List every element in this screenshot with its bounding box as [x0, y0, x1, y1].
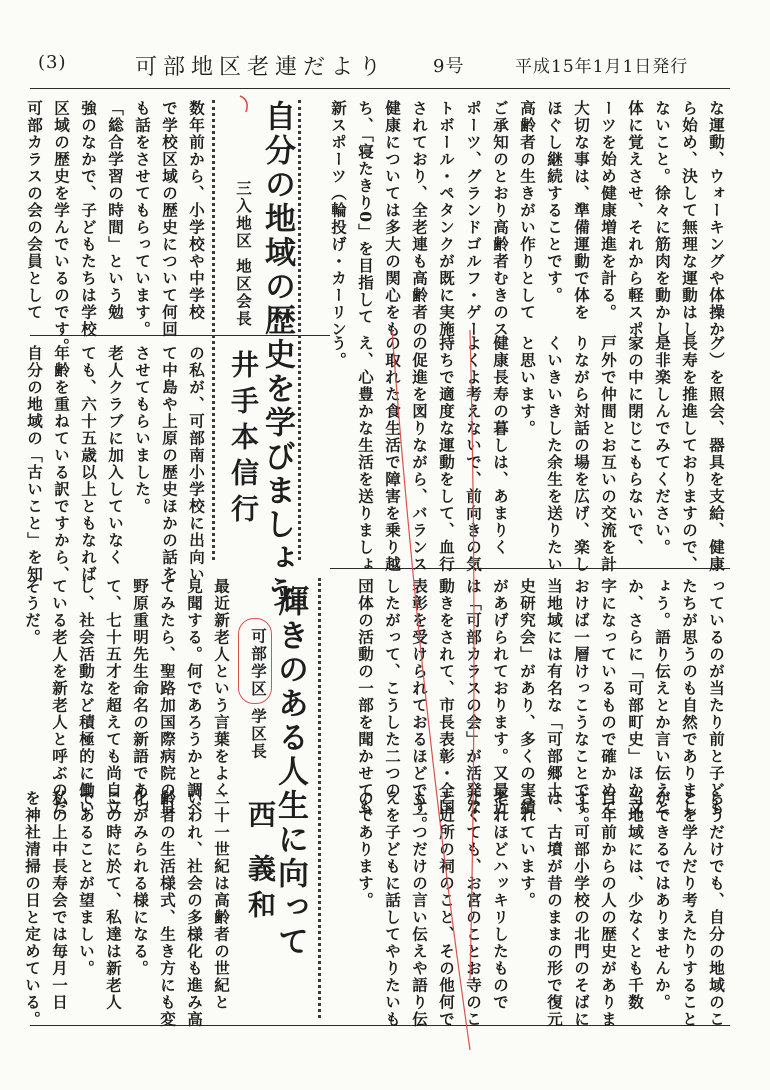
- red-circle-annotation: [238, 618, 272, 704]
- text-column: くいきいきした余生を送りたい: [545, 335, 564, 573]
- text-column: 当地域には有名な「可部郷土: [545, 578, 564, 799]
- text-column: っているのが当たり前と子ども: [707, 578, 726, 816]
- text-column: を神社清掃の日と定めている。: [23, 790, 42, 1028]
- text-column: であることが望ましい。: [77, 790, 96, 977]
- text-column: 「総合学習の時間」という勉: [106, 100, 125, 321]
- text-column: おけば一層けっこうなことです。: [572, 578, 591, 833]
- text-column: 家の中に閉じこもらないで、: [626, 335, 645, 556]
- text-column: 表彰を受けられておるほどです。: [410, 578, 429, 833]
- text-column: てみたら、聖路加国際病院の日: [158, 578, 177, 816]
- text-column: 区域の歴史を学んでいるのです。: [52, 100, 71, 355]
- text-column: ポーツ、グランドゴルフ・ゲー: [464, 100, 483, 338]
- text-column: 見聞する。何であろうかと調べ: [185, 578, 204, 816]
- red-mark-line: [240, 96, 247, 112]
- text-column: と近所の祠のこと、その他何で: [437, 790, 456, 1028]
- text-column: う。: [329, 335, 348, 369]
- text-column: 野原重明先生命名の新語であっ: [131, 578, 150, 816]
- text-column: 体に覚えさせ、それから軽スポ: [626, 100, 645, 338]
- text-column: 老人クラブに加入していなく: [106, 345, 125, 566]
- text-column: の促進を図りながら、バランス: [410, 335, 429, 573]
- shining-body-lower: [23, 790, 235, 1028]
- text-column: があげられております。又最近: [491, 578, 510, 816]
- text-column: えを子どもに話してやりたいも: [383, 790, 402, 1028]
- text-column: ち、「寝たきり0」を目指して: [356, 100, 375, 326]
- text-column: されており、全老連も高齢者の: [410, 100, 429, 338]
- text-column: 健康長寿の暮しは、あまりく: [491, 335, 510, 556]
- text-column: の私が、可部南小学校に出向い: [187, 345, 206, 583]
- text-column: な運動、ウォーキングや体操か: [707, 100, 726, 338]
- text-column: 字になっているもので確かめて: [599, 578, 618, 816]
- shining-role: 学区長: [249, 708, 268, 761]
- shining-body-upper: [23, 578, 235, 816]
- text-column: この時に於て、私達は新老人: [104, 790, 123, 1011]
- text-column: ている老人を新老人と呼ぶのだ: [50, 578, 69, 816]
- page-number: (3): [38, 52, 67, 73]
- text-column: 年齢を重ねている訳ですから、: [52, 345, 71, 583]
- text-column: そうだ。: [23, 578, 42, 646]
- text-column: は、古墳が昔のままの形で復元: [545, 790, 564, 1028]
- text-column: 持ちで適度な運動をして、血行: [437, 335, 456, 573]
- text-column: か、さらに「可部町史」ほか文: [626, 578, 645, 816]
- history-body-upper: [25, 100, 210, 355]
- dotted-divider: [212, 100, 215, 560]
- text-column: ないこと。徐々に筋肉を動かし、: [653, 100, 672, 355]
- text-column: え、心豊かな生活を送りましょ: [356, 335, 375, 573]
- text-column: で学校区域の歴史について何回: [160, 100, 179, 338]
- text-column: させてもらいました。: [133, 345, 152, 515]
- shining-district: 可部学区: [249, 628, 268, 698]
- text-column: も一つだけの言い伝えや語り伝: [410, 790, 429, 1028]
- text-column: ほぐし継続することです。: [545, 100, 564, 304]
- text-column: 私の上中長寿会では毎月一日: [50, 790, 69, 1011]
- text-column: ができるではありませんか。: [653, 790, 672, 1011]
- text-column: は「可部カラスの会」が活発な: [464, 578, 483, 816]
- history-author: 井手本信行: [227, 350, 260, 530]
- text-column: 齢者の生活様式、生き方にも変: [158, 790, 177, 1028]
- text-column: 二十一世紀は高齢者の世紀と: [212, 790, 231, 1011]
- text-column: す。可部小学校の北門のそばに: [572, 790, 591, 1028]
- article-bottom-right-upper: [335, 578, 730, 833]
- text-column: 高齢者の生きがい作りとして: [518, 100, 537, 321]
- text-column: て、七十五才を超えても尚自立: [104, 578, 123, 816]
- article-top-right-lower: [310, 335, 730, 573]
- text-column: と思います。: [518, 335, 537, 437]
- text-column: 動きをされて、市長表彰・全国: [437, 578, 456, 816]
- text-column: 健康については多大の関心をも: [383, 100, 402, 338]
- text-column: とを学んだり考えたりすること: [680, 790, 699, 1028]
- text-column: 最近新老人という言葉をよく: [212, 578, 231, 799]
- text-column: ょう。語り伝えとか言い伝えと: [653, 578, 672, 816]
- text-column: ら始め、決して無理な運動はし: [680, 100, 699, 338]
- text-column: 可部カラスの会の会員として: [25, 100, 44, 321]
- text-column: らうだけでも、自分の地域のこ: [707, 790, 726, 1028]
- text-column: 団体の活動の一部を聞かせても: [356, 578, 375, 816]
- publish-date: 平成15年1月1日発行: [515, 57, 689, 77]
- text-column: 新スポーツ（輪投げ・カーリン: [329, 100, 348, 338]
- article-top-right-upper: [310, 100, 730, 355]
- text-column: ても、六十五歳以上ともなれば: [79, 345, 98, 583]
- text-column: 是非楽しんでみてください。: [653, 335, 672, 556]
- text-column: 当地域には、少なくとも千数: [626, 790, 645, 1011]
- text-column: て中島や上原の歴史ほかの話を: [160, 345, 179, 583]
- issue-number: 9号: [433, 56, 465, 77]
- text-column: いわれ、社会の多様化も進み高: [185, 790, 204, 1028]
- text-column: したがって、こうした二つの: [383, 578, 402, 799]
- text-column: それほどハッキリしたもので: [491, 790, 510, 1011]
- text-column: の取れた食生活で障害を乗り越: [383, 335, 402, 573]
- text-column: 化がみられる様になる。: [131, 790, 150, 977]
- text-column: 長寿を推進しておりますので、: [680, 335, 699, 573]
- text-column: 大切な事は、準備運動で体を: [572, 100, 591, 321]
- dotted-divider: [318, 578, 321, 1018]
- text-column: 自分の地域の「古いこと」を知: [25, 345, 44, 583]
- text-column: グ）を照会、器具を支給、健康: [707, 335, 726, 573]
- article-bottom-right-lower: [335, 790, 730, 1028]
- text-column: たちが思うのも自然でありまし: [680, 578, 699, 816]
- history-district: 三入地区: [234, 180, 253, 250]
- text-column: 戸外で仲間とお互いの交流を計: [599, 335, 618, 573]
- article-title-history: 自分の地域の歴史を学びましょう: [259, 100, 295, 610]
- text-column: よくよ考えないで、前向きの気: [464, 335, 483, 573]
- text-column: ご承知のとおり高齢者むきのス: [491, 100, 510, 338]
- text-column: 百年前からの人の歴史がありま: [599, 790, 618, 1028]
- text-column: 史研究会」があり、多くの実績: [518, 578, 537, 816]
- article-title-shining: 輝きのある人生に向って: [272, 585, 308, 959]
- text-column: し、社会活動など積極的に働い: [77, 578, 96, 816]
- text-column: なくても、お宮のことお寺のこ: [464, 790, 483, 1028]
- text-column: も話をさせてもらっています。: [133, 100, 152, 338]
- text-column: 数年前から、小学校や中学校: [187, 100, 206, 321]
- history-body-lower: [25, 345, 210, 583]
- footer-rule: [30, 1025, 730, 1026]
- text-column: のであります。: [356, 790, 375, 909]
- text-column: りながら対話の場を広げ、楽し: [572, 335, 591, 573]
- history-role: 地区会長: [234, 258, 253, 328]
- newsletter-title: 可部地区老連だより: [135, 55, 388, 80]
- text-column: 強のなかで、子どもたちは学校: [79, 100, 98, 338]
- shining-author: 西 義和: [244, 800, 277, 926]
- text-column: ーツを始め健康増進を計る。: [599, 100, 618, 321]
- header-rule: [30, 88, 730, 89]
- text-column: トボール・ペタンクが既に実施: [437, 100, 456, 338]
- text-column: されています。: [518, 790, 537, 909]
